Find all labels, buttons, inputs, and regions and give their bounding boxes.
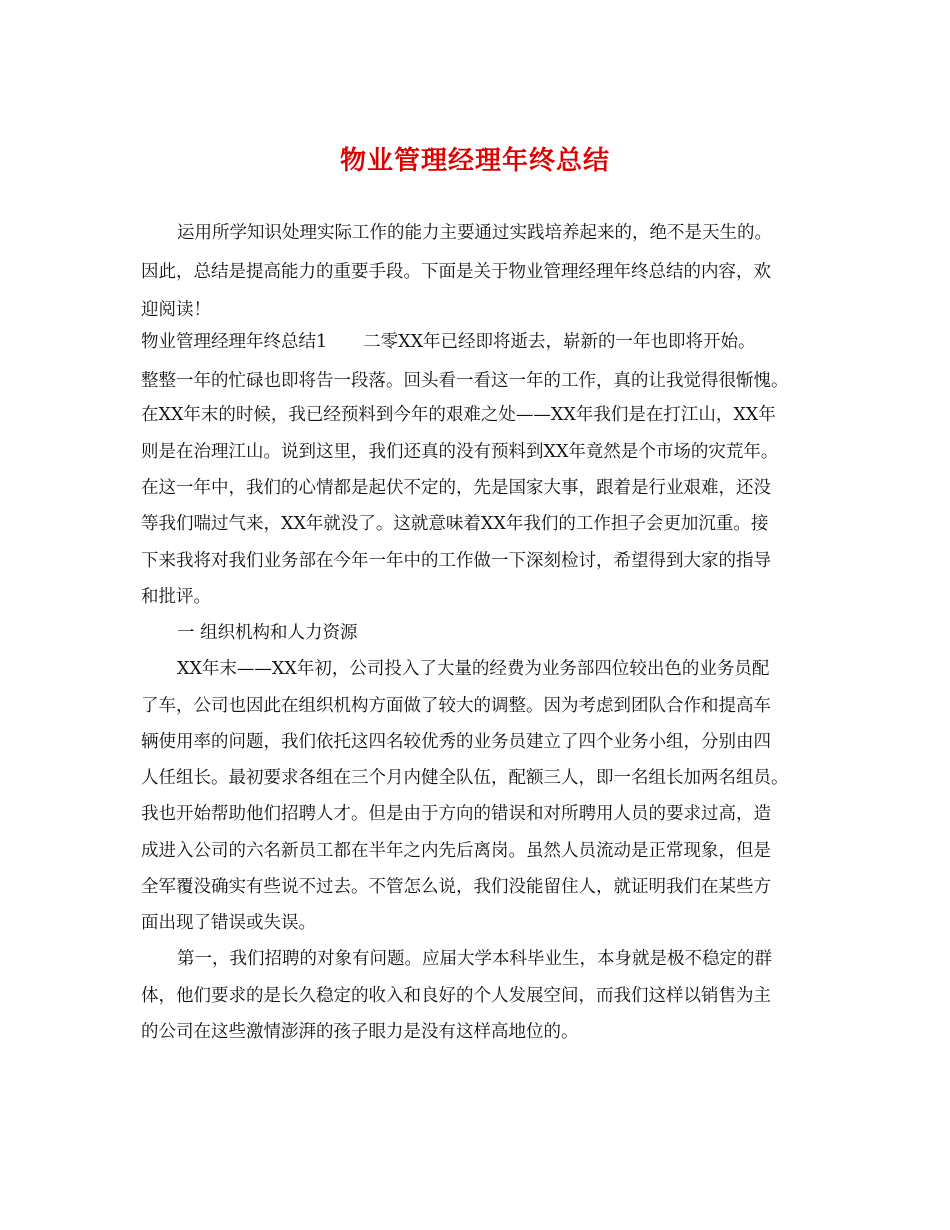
paragraph-line: 了车，公司也因此在组织机构方面做了较大的调整。因为考虑到团队合作和提高车	[141, 696, 771, 716]
paragraph-line: 整整一年的忙碌也即将告一段落。回头看一看这一年的工作，真的让我觉得很惭愧。	[141, 371, 789, 391]
paragraph-line: 面出现了错误或失误。	[141, 913, 316, 933]
paragraph-line: 的公司在这些激情澎湃的孩子眼力是没有这样高地位的。	[141, 1022, 579, 1042]
paragraph-line: 则是在治理江山。说到这里，我们还真的没有预料到XX年竟然是个市场的灾荒年。	[141, 442, 779, 462]
paragraph-line: 因此，总结是提高能力的重要手段。下面是关于物业管理经理年终总结的内容，欢	[141, 262, 771, 282]
paragraph-line: 成进入公司的六名新员工都在半年之内先后离岗。虽然人员流动是正常现象，但是	[141, 841, 771, 861]
paragraph-line: 体，他们要求的是长久稳定的收入和良好的个人发展空间，而我们这样以销售为主	[141, 986, 771, 1006]
section-heading: 一 组织机构和人力资源	[177, 623, 358, 643]
paragraph-line: 我也开始帮助他们招聘人才。但是由于方向的错误和对所聘用人员的要求过高，造	[141, 804, 771, 824]
paragraph-line: 等我们喘过气来，XX年就没了。这就意味着XX年我们的工作担子会更加沉重。接	[141, 514, 769, 534]
paragraph-line: 在XX年末的时候，我已经预料到今年的艰难之处——XX年我们是在打江山，XX年	[141, 405, 776, 425]
paragraph-line: 在这一年中，我们的心情都是起伏不定的，先是国家大事，跟着是行业艰难，还没	[141, 478, 771, 498]
paragraph-line: 运用所学知识处理实际工作的能力主要通过实践培养起来的，绝不是天生的。	[177, 223, 772, 243]
paragraph-line: 迎阅读！	[141, 300, 211, 320]
paragraph-line: 下来我将对我们业务部在今年一年中的工作做一下深刻检讨，希望得到大家的指导	[141, 551, 771, 571]
document-title: 物业管理经理年终总结	[339, 146, 610, 176]
paragraph-line: 第一，我们招聘的对象有问题。应届大学本科毕业生，本身就是极不稳定的群	[177, 949, 772, 969]
paragraph-line: 辆使用率的问题，我们依托这四名较优秀的业务员建立了四个业务小组，分别由四	[141, 732, 771, 752]
paragraph-text: 二零XX年已经即将逝去，崭新的一年也即将开始。	[363, 332, 756, 352]
paragraph-line: 和批评。	[141, 587, 211, 607]
section-heading-line	[141, 330, 756, 354]
paragraph-line: 全军覆没确实有些说不过去。不管怎么说，我们没能留住人，就证明我们在某些方	[141, 877, 771, 897]
paragraph-line: XX年末——XX年初，公司投入了大量的经费为业务部四位较出色的业务员配	[177, 659, 770, 679]
paragraph-line: 人任组长。最初要求各组在三个月内健全队伍，配额三人，即一名组长加两名组员。	[141, 768, 789, 788]
section-heading: 物业管理经理年终总结1	[141, 332, 328, 352]
